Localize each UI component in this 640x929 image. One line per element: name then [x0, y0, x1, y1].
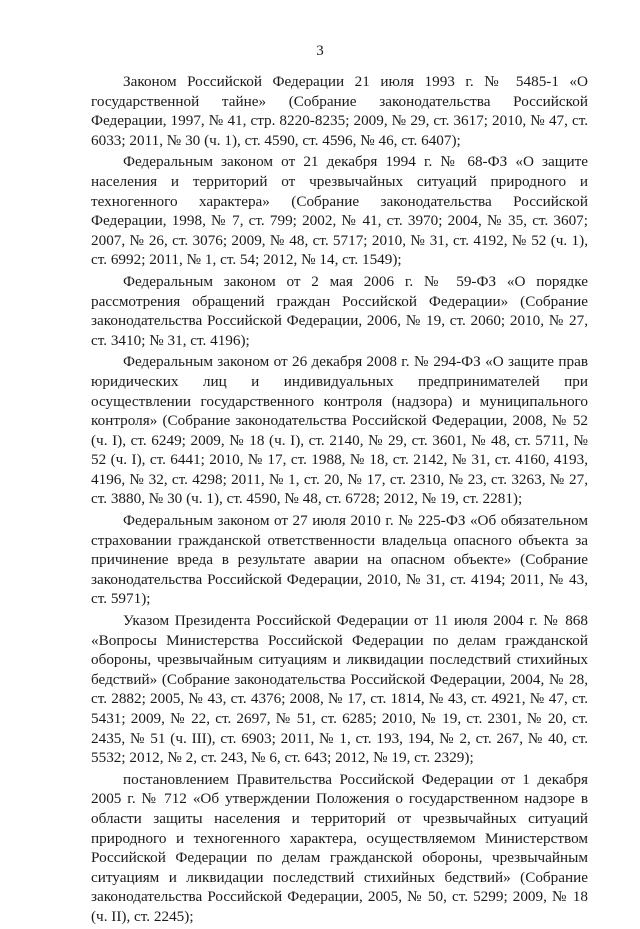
paragraph-resolution-712: постановлением Правительства Российской Федерации от 1 декабря 2005 г. № 712 «Об утверждении Положения о государственном надзоре в области защиты населения и территорий от чрезвычайных ситуаций природного и техногенного характера, осуществляемом Министерством Российской Федерации по делам гражданской обороны, чрезвычайным ситуациям и ликвидации последствий стихийных бедствий» (Собрание законодательства Российской Федерации, 2005, № 50, ст. 5299; 2009, № 18 (ч. II), ст. 2245); — [91, 770, 588, 925]
paragraph-law-59-fz: Федеральным законом от 2 мая 2006 г. № 59-ФЗ «О порядке рассмотрения обращений граждан Российской Федерации» (Собрание законодательства Российской Федерации, 2006, № 19, ст. 2060; 2010, № 27, ст. 3410; № 31, ст. 4196); — [91, 272, 588, 349]
paragraph-law-294-fz: Федеральным законом от 26 декабря 2008 г. № 294-ФЗ «О защите прав юридических лиц и индивидуальных предпринимателей при осуществлении государственного контроля (надзора) и муниципального контроля» (Собрание законодательства Российской Федерации, 2008, № 52 (ч. I), ст. 6249; 2009, № 18 (ч. I), ст. 2140, № 29, ст. 3601, № 48, ст. 5711, № 52 (ч. I), ст. 6441; 2010, № 17, ст. 1988, № 18, ст. 2142, № 31, ст. 4160, 4193, 4196, № 32, ст. 4298; 2011, № 1, ст. 20, № 17, ст. 2310, № 23, ст. 3263, № 27, ст. 3880, № 30 (ч. 1), ст. 4590, № 48, ст. 6728; 2012, № 19, ст. 2281); — [91, 353, 588, 508]
document-body — [91, 72, 588, 929]
page-number: 3 — [316, 43, 324, 59]
paragraph-law-225-fz: Федеральным законом от 27 июля 2010 г. № 225-ФЗ «Об обязательном страховании гражданской ответственности владельца опасного объекта за причинение вреда в результате аварии на опасном объекте» (Собрание законодательства Российской Федерации, 2010, № 31, ст. 4194; 2011, № 43, ст. 5971); — [91, 512, 588, 608]
paragraph-decree-868: Указом Президента Российской Федерации от 11 июля 2004 г. № 868 «Вопросы Министерства Российской Федерации по делам гражданской обороны, чрезвычайным ситуациям и ликвидации последствий стихийных бедствий» (Собрание законодательства Российской Федерации, 2004, № 28, ст. 2882; 2005, № 43, ст. 4376; 2008, № 17, ст. 1814, № 43, ст. 4921, № 47, ст. 5431; 2009, № 22, ст. 2697, № 51, ст. 6285; 2010, № 19, ст. 2301, № 20, ст. 2435, № 51 (ч. III), ст. 6903; 2011, № 1, ст. 193, 194, № 2, ст. 267, № 40, ст. 5532; 2012, № 2, ст. 243, № 6, ст. 643; 2012, № 19, ст. 2329); — [91, 612, 588, 767]
paragraph-law-68-fz: Федеральным законом от 21 декабря 1994 г. № 68-ФЗ «О защите населения и территорий от чрезвычайных ситуаций природного и техногенного характера» (Собрание законодательства Российской Федерации, 1998, № 7, ст. 799; 2002, № 41, ст. 3970; 2004, № 35, ст. 3607; 2007, № 26, ст. 3076; 2009, № 48, ст. 5717; 2010, № 31, ст. 4192, № 52 (ч. 1), ст. 6992; 2011, № 1, ст. 54; 2012, № 14, ст. 1549); — [91, 153, 588, 269]
paragraph-law-state-secret: Законом Российской Федерации 21 июля 1993 г. № 5485-1 «О государственной тайне» (Собрание законодательства Российской Федерации, 1997, № 41, стр. 8220-8235; 2009, № 29, ст. 3617; 2010, № 47, ст. 6033; 2011, № 30 (ч. 1), ст. 4590, ст. 4596, № 46, ст. 6407); — [91, 73, 588, 149]
